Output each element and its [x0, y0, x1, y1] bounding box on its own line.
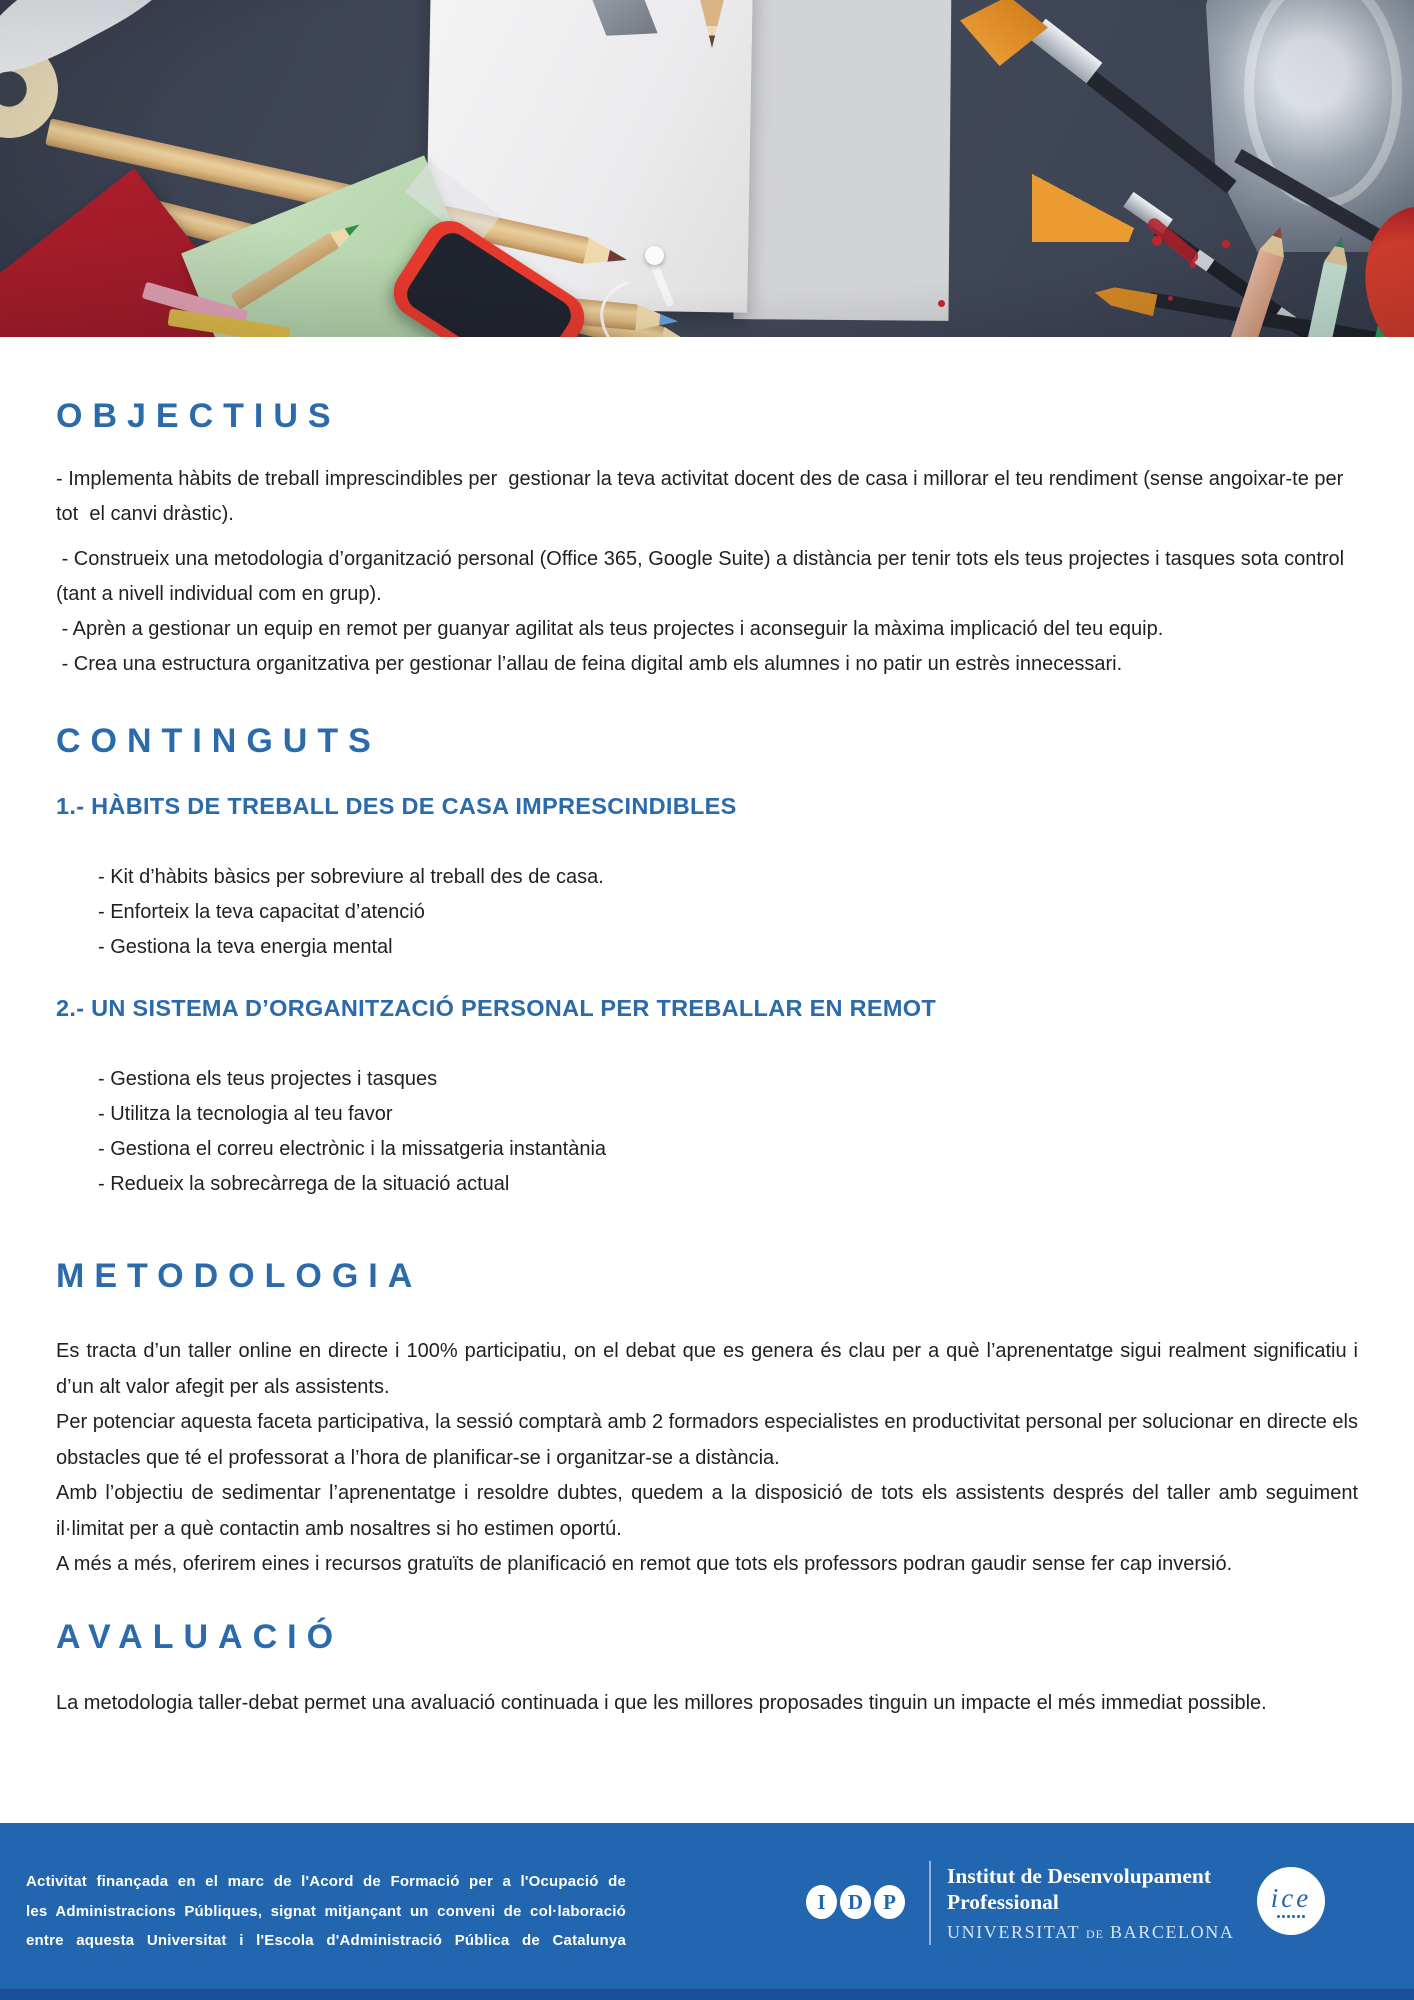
header-photo [0, 0, 1414, 337]
objectius-paragraph: - Construeix una metodologia d’organització personal (Office 365, Google Suite) a distància per tenir tots els teus projectes i tasques sota control (tant a nivell individual com en grup). [56, 548, 1350, 605]
ice-logo-text: ice [1270, 1882, 1312, 1913]
paint-splatter [1190, 262, 1196, 268]
paper-sheet-gray [733, 0, 951, 321]
section-title-continguts: CONTINGUTS [56, 722, 381, 760]
paint-splatter [938, 300, 945, 307]
section-title-metodologia: METODOLOGIA [56, 1257, 423, 1295]
list-item: - Redueix la sobrecàrrega de la situació actual [98, 1173, 510, 1195]
section-title-avaluacio: AVALUACIÓ [56, 1617, 344, 1656]
metodologia-paragraph: Amb l’objectiu de sedimentar l’aprenentatge i resoldre dubtes, quedem a la disposició de tots els assistents després del taller amb seguiment il·limitat per a què contactin amb nosaltres si ho estimen oportú. [56, 1482, 1358, 1540]
list-item: - Enforteix la teva capacitat d’atenció [98, 901, 425, 923]
subsection-title-sistema: 2.- UN SISTEMA D’ORGANITZACIÓ PERSONAL PER TREBALLAR EN REMOT [56, 995, 936, 1021]
paint-splatter [1152, 236, 1162, 246]
university-word: UNIVERSITAT [947, 1922, 1080, 1942]
sistema-list [56, 1062, 1358, 1202]
institute-wordmark [947, 1863, 1234, 1943]
metodologia-paragraphs [56, 1334, 1358, 1583]
objectius-paragraphs [56, 462, 1358, 682]
habits-list [56, 860, 1358, 965]
round-brush-handle [1149, 292, 1398, 337]
fan-brush-bristles [1032, 126, 1148, 242]
institute-name-line1: Institut de Desenvolupament [947, 1864, 1211, 1888]
ice-logo-dots [1277, 1915, 1280, 1918]
list-item: - Kit d’hàbits bàsics per sobreviure al treball des de casa. [98, 866, 604, 888]
flat-brush-bristles [960, 0, 1048, 66]
content-area [0, 337, 1414, 1823]
footer [0, 1823, 1414, 2000]
idp-logo [806, 1885, 905, 1919]
list-item: - Gestiona la teva energia mental [98, 936, 393, 958]
list-item: - Gestiona els teus projectes i tasques [98, 1068, 438, 1090]
metodologia-paragraph: Per potenciar aquesta faceta participativa, la sessió comptarà amb 2 formadors especialistes en productivitat personal per solucionar en directe els obstacles que té el professorat a l’hora de planificar-se i organitzar-se a distància. [56, 1411, 1358, 1469]
footer-divider [929, 1861, 931, 1945]
university-city: BARCELONA [1110, 1922, 1235, 1942]
list-item: - Gestiona el correu electrònic i la missatgeria instantània [98, 1138, 607, 1160]
funding-statement: Activitat finançada en el marc de l'Acord de Formació per a l'Ocupació de les Administracions Públiques, signat mitjançant un conveni de col·laboració entre aquesta Universitat i l'Escola d'Administració Pública de Catalunya [26, 1873, 626, 1949]
avaluacio-paragraphs [56, 1683, 1358, 1723]
subsection-title-habits: 1.- HÀBITS DE TREBALL DES DE CASA IMPRESCINDIBLES [56, 793, 737, 819]
metodologia-paragraph: A més a més, oferirem eines i recursos gratuïts de planificació en remot que tots els professors podran gaudir sense fer cap inversió. [56, 1553, 1233, 1575]
paint-splatter [1222, 240, 1230, 248]
idp-logo-letter: D [840, 1885, 871, 1919]
earbud [645, 246, 664, 265]
paint-splatter [1168, 296, 1173, 301]
avaluacio-paragraph: La metodologia taller-debat permet una avaluació continuada i que les millores proposades tinguin un impacte el més immediat possible. [56, 1691, 1267, 1714]
university-de: DE [1085, 1927, 1104, 1941]
idp-logo-letter: P [874, 1885, 905, 1919]
objectius-paragraph: - Implementa hàbits de treball imprescindibles per gestionar la teva activitat docent des de casa i millorar el teu rendiment (sense angoixar-te per tot el canvi dràstic). [56, 468, 1349, 525]
ice-logo [1257, 1867, 1325, 1935]
objectius-paragraph: - Aprèn a gestionar un equip en remot per guanyar agilitat als teus projectes i aconseguir la màxima implicació del teu equip. [56, 618, 1164, 640]
list-item: - Utilitza la tecnologia al teu favor [98, 1103, 393, 1125]
footer-bottom-stripe [0, 1989, 1414, 2000]
institute-name-line2: Professional [947, 1890, 1059, 1914]
idp-logo-letter: I [806, 1885, 837, 1919]
objectius-paragraph: - Crea una estructura organitzativa per gestionar l’allau de feina digital amb els alumnes i no patir un estrès innecessari. [56, 653, 1123, 675]
metodologia-paragraph: Es tracta d’un taller online en directe i 100% participatiu, on el debat que es genera és clau per a què l’aprenentatge sigui realment significatiu i d’un alt valor afegit per als assistents. [56, 1340, 1358, 1398]
section-title-objectius: OBJECTIUS [56, 397, 341, 435]
water-glass [1206, 0, 1414, 252]
round-brush-tip [1092, 282, 1157, 316]
university-name [947, 1922, 1234, 1943]
